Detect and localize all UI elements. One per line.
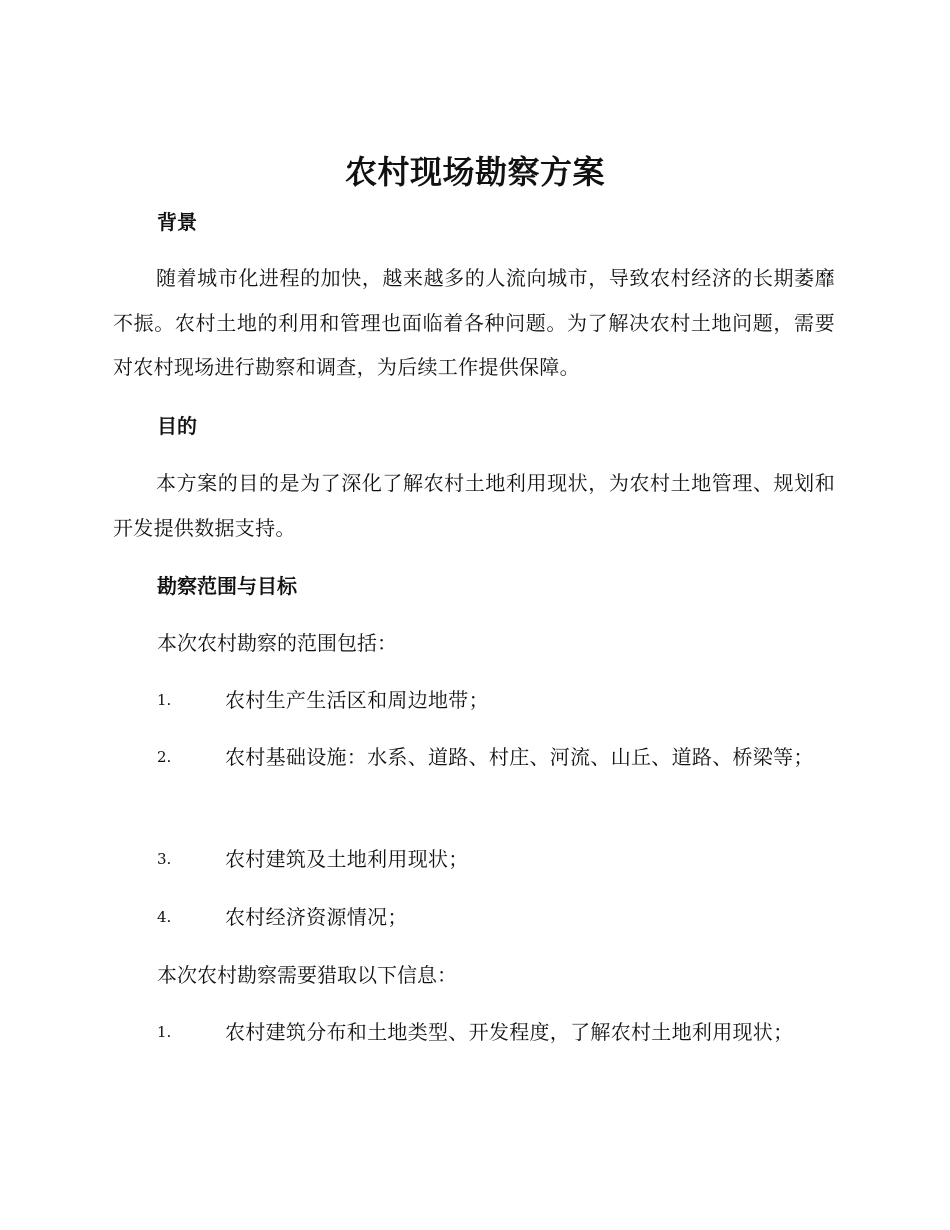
list-item-number: 3. [157, 850, 172, 868]
list-item [113, 895, 835, 940]
scope-intro: 本次农村勘察的范围包括： [157, 631, 397, 655]
background-paragraph: 随着城市化进程的加快，越来越多的人流向城市，导致农村经济的长期萎靡不振。农村土地的利用和管理也面临着各种问题。为了解决农村土地问题，需要对农村现场进行勘察和调查，为后续工作提供保障。 [113, 266, 835, 379]
list-item-number: 1. [157, 691, 172, 709]
list-item-text: 农村经济资源情况； [225, 905, 408, 929]
list-item [113, 837, 835, 882]
list-item-number: 4. [157, 908, 172, 926]
section-heading-scope: 勘察范围与目标 [157, 574, 297, 598]
list-item-text: 农村基础设施：水系、道路、村庄、河流、山丘、道路、桥梁等； [225, 745, 814, 769]
list-item-text: 农村建筑及土地利用现状； [225, 847, 469, 871]
info-intro: 本次农村勘察需要猎取以下信息： [157, 963, 457, 987]
list-item [113, 735, 835, 780]
section-heading-background: 背景 [157, 210, 197, 234]
purpose-paragraph: 本方案的目的是为了深化了解农村土地利用现状，为农村土地管理、规划和开发提供数据支持。 [113, 471, 835, 540]
document-title: 农村现场勘察方案 [344, 153, 605, 191]
list-item [113, 678, 835, 723]
list-item-text: 农村生产生活区和周边地带； [225, 688, 489, 712]
list-item-number: 2. [157, 748, 172, 766]
list-item-text: 农村建筑分布和土地类型、开发程度，了解农村土地利用现状； [225, 1020, 794, 1044]
list-item-number: 1. [157, 1023, 172, 1041]
list-item [113, 1010, 835, 1055]
section-heading-purpose: 目的 [157, 414, 197, 438]
